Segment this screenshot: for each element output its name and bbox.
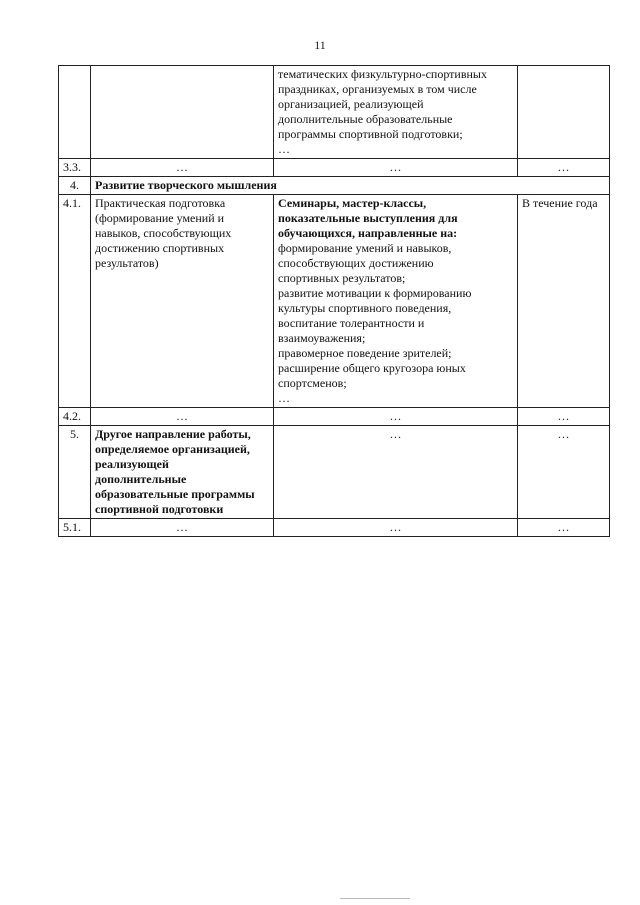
cell-direction xyxy=(91,66,274,159)
text-line-bold: реализующей xyxy=(95,457,169,471)
cell-num: 4. xyxy=(59,177,91,195)
cell-content: … xyxy=(274,426,518,519)
text-line: праздниках, организуемых в том числе xyxy=(278,82,477,96)
cell-num xyxy=(59,66,91,159)
activities-table xyxy=(58,65,610,537)
text-line: взаимоуважения; xyxy=(278,331,366,345)
text-line: воспитание толерантности и xyxy=(278,316,425,330)
cell-deadline: … xyxy=(518,519,610,537)
cell-content xyxy=(274,195,518,408)
text-line-bold: определяемое организацией, xyxy=(95,442,250,456)
cell-content: … xyxy=(274,408,518,426)
cell-num: 5.1. xyxy=(59,519,91,537)
text-line-bold: Семинары, мастер-классы, xyxy=(278,196,427,210)
cell-num: 5. xyxy=(59,426,91,519)
text-line: способствующих достижению xyxy=(278,256,434,270)
text-line: программы спортивной подготовки; xyxy=(278,127,463,141)
cell-num: 3.3. xyxy=(59,159,91,177)
table-row-4 xyxy=(59,177,610,195)
text-line: достижению спортивных xyxy=(95,241,225,255)
cell-direction: … xyxy=(91,159,274,177)
cell-num: 4.2. xyxy=(59,408,91,426)
text-line-bold: показательные выступления для xyxy=(278,211,458,225)
text-line: спортсменов; xyxy=(278,376,347,390)
text-line: Практическая подготовка xyxy=(95,196,226,210)
text-line-bold: дополнительные xyxy=(95,472,187,486)
text-line: правомерное поведение зрителей; xyxy=(278,346,452,360)
cell-direction xyxy=(91,195,274,408)
text-line: спортивных результатов; xyxy=(278,271,406,285)
text-line: … xyxy=(278,142,290,156)
cell-deadline: … xyxy=(518,426,610,519)
text-line: дополнительные образовательные xyxy=(278,112,453,126)
cell-direction xyxy=(91,426,274,519)
cell-deadline: … xyxy=(518,159,610,177)
table-row-5 xyxy=(59,426,610,519)
cell-num: 4.1. xyxy=(59,195,91,408)
page-number: 11 xyxy=(314,38,326,52)
table-row-continued xyxy=(59,66,610,159)
table-row-4-2 xyxy=(59,408,610,426)
text-line: культуры спортивного поведения, xyxy=(278,301,452,315)
text-line: … xyxy=(278,391,290,405)
cell-direction: … xyxy=(91,408,274,426)
cell-content: … xyxy=(274,519,518,537)
cell-content xyxy=(274,66,518,159)
section-title: Развитие творческого мышления xyxy=(91,177,610,195)
cell-deadline xyxy=(518,66,610,159)
cell-direction: … xyxy=(91,519,274,537)
text-line-bold: Другое направление работы, xyxy=(95,427,251,441)
text-line: (формирование умений и xyxy=(95,211,225,225)
text-line: навыков, способствующих xyxy=(95,226,232,240)
table-row-4-1 xyxy=(59,195,610,408)
table-row-3-3 xyxy=(59,159,610,177)
scan-artifact xyxy=(340,898,410,899)
text-line: организацией, реализующей xyxy=(278,97,424,111)
cell-deadline: В течение года xyxy=(518,195,610,408)
text-line: результатов) xyxy=(95,256,159,270)
cell-deadline: … xyxy=(518,408,610,426)
text-line: тематических физкультурно-спортивных xyxy=(278,67,487,81)
text-line-bold: спортивной подготовки xyxy=(95,502,224,516)
text-line: расширение общего кругозора юных xyxy=(278,361,466,375)
text-line: развитие мотивации к формированию xyxy=(278,286,472,300)
text-line: формирование умений и навыков, xyxy=(278,241,452,255)
text-line-bold: образовательные программы xyxy=(95,487,255,501)
text-line-bold: обучающихся, направленные на: xyxy=(278,226,458,240)
table-row-5-1 xyxy=(59,519,610,537)
cell-content: … xyxy=(274,159,518,177)
